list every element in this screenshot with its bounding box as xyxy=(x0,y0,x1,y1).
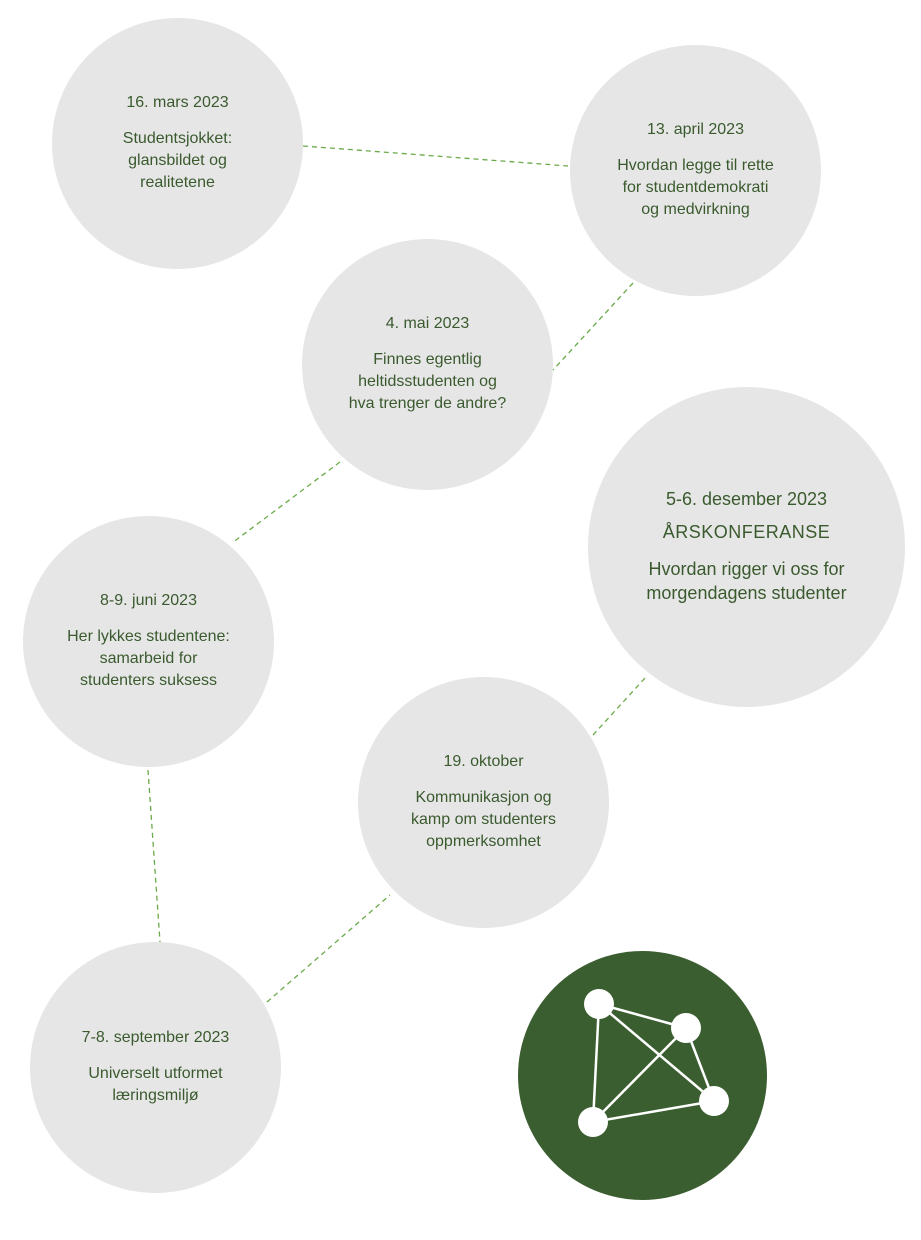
event-circle-juni xyxy=(23,516,274,767)
event-title: Hvordan legge til rette for studentdemokrati og medvirkning xyxy=(617,156,774,218)
event-circle-september xyxy=(30,942,281,1193)
event-title: Studentsjokket: glansbildet og realitetene xyxy=(122,129,233,191)
connector-april-mai xyxy=(553,283,633,370)
connector-september-oktober xyxy=(267,895,390,1002)
event-circle-desember xyxy=(588,387,905,707)
connector-mars-april xyxy=(303,146,568,166)
event-circle-april xyxy=(570,45,821,296)
connector-oktober-desember xyxy=(593,678,645,735)
event-circle-mai xyxy=(302,239,553,490)
network-node xyxy=(671,1013,701,1043)
event-date: 5-6. desember 2023 xyxy=(665,489,828,509)
event-circle-oktober xyxy=(358,677,609,928)
event-date: 13. april 2023 xyxy=(647,120,744,138)
network-node xyxy=(699,1086,729,1116)
event-title: Hvordan rigger vi oss for morgendagens studenter xyxy=(646,559,847,603)
event-date: 16. mars 2023 xyxy=(126,93,229,111)
event-date: 4. mai 2023 xyxy=(385,314,470,332)
connector-juni-september xyxy=(148,770,160,942)
network-icon xyxy=(518,951,767,1200)
event-date: 7-8. september 2023 xyxy=(81,1028,230,1046)
event-label: ÅRSKONFERANSE xyxy=(662,522,831,542)
event-title: Universelt utformet læringsmiljø xyxy=(88,1064,223,1104)
event-title: Kommunikasjon og kamp om studenters oppmerksomhet xyxy=(411,788,556,850)
event-date: 19. oktober xyxy=(443,752,524,770)
event-date: 8-9. juni 2023 xyxy=(100,591,197,609)
event-circle-mars xyxy=(52,18,303,269)
logo-background xyxy=(518,951,767,1200)
event-title: Finnes egentlig heltidsstudenten og hva trenger de andre? xyxy=(348,350,507,412)
network-node xyxy=(578,1107,608,1137)
network-node xyxy=(584,989,614,1019)
connector-mai-juni xyxy=(232,462,340,543)
event-title: Her lykkes studentene: samarbeid for studenters suksess xyxy=(67,627,230,689)
